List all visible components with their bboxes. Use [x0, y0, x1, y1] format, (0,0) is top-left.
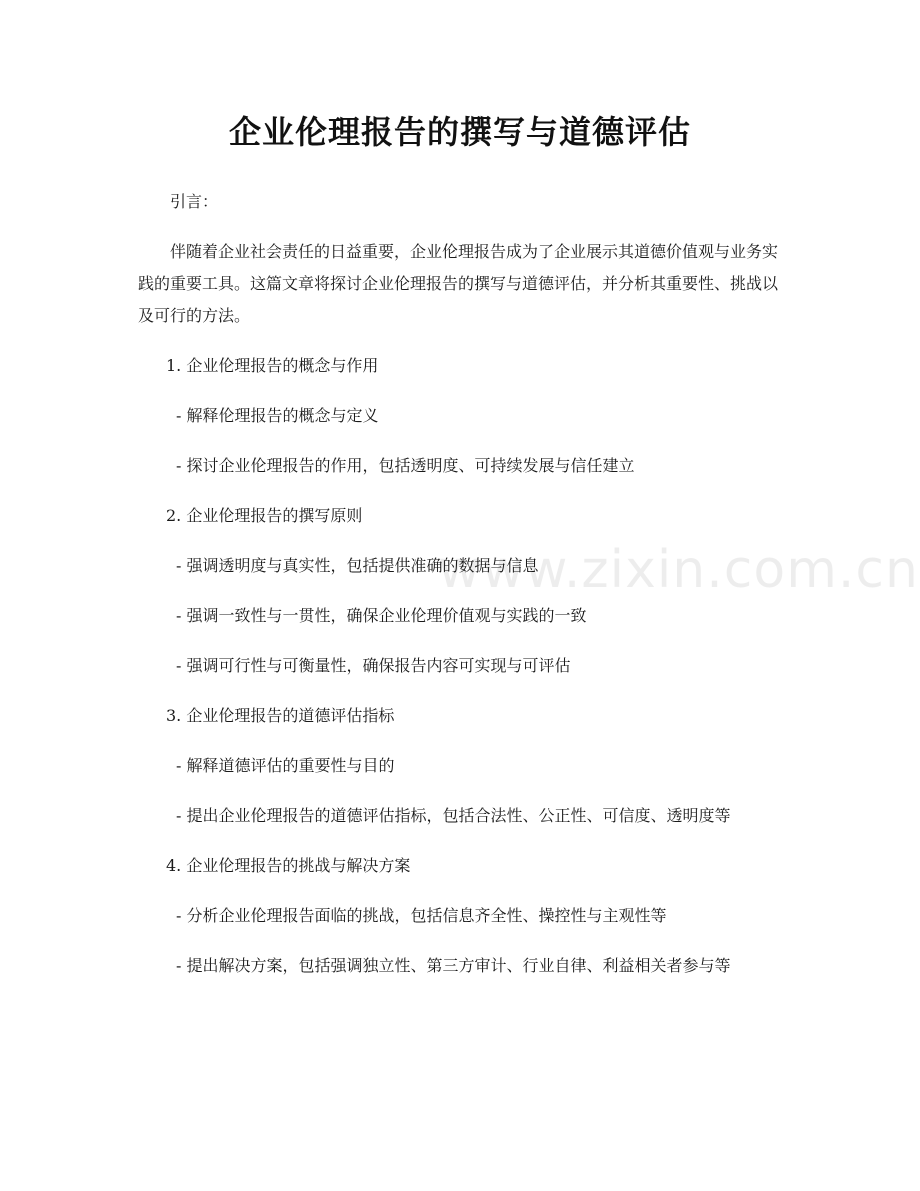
section-item: - 强调可行性与可衡量性，确保报告内容可实现与可评估: [176, 656, 571, 675]
watermark: www.zixin.com.cn: [438, 540, 919, 600]
section-item: - 解释伦理报告的概念与定义: [176, 406, 379, 425]
intro-label: 引言：: [170, 192, 219, 211]
section-item: - 提出解决方案，包括强调独立性、第三方审计、行业自律、利益相关者参与等: [176, 956, 731, 975]
section-item: - 解释道德评估的重要性与目的: [176, 756, 395, 775]
section-heading: 2. 企业伦理报告的撰写原则: [166, 506, 363, 525]
section-item: - 探讨企业伦理报告的作用，包括透明度、可持续发展与信任建立: [176, 456, 635, 475]
section-item: - 强调一致性与一贯性，确保企业伦理价值观与实践的一致: [176, 606, 587, 625]
section-item: - 分析企业伦理报告面临的挑战，包括信息齐全性、操控性与主观性等: [176, 906, 667, 925]
document-title: 企业伦理报告的撰写与道德评估: [228, 113, 691, 151]
section-heading: 1. 企业伦理报告的概念与作用: [166, 356, 379, 375]
document-body: [138, 186, 788, 1000]
section-heading: 3. 企业伦理报告的道德评估指标: [166, 706, 395, 725]
intro-paragraph: 伴随着企业社会责任的日益重要，企业伦理报告成为了企业展示其道德价值观与业务实践的重要工具。这篇文章将探讨企业伦理报告的撰写与道德评估，并分析其重要性、挑战以及可行的方法。: [138, 242, 779, 325]
section-item: - 提出企业伦理报告的道德评估指标，包括合法性、公正性、可信度、透明度等: [176, 806, 731, 825]
section-item: - 强调透明度与真实性，包括提供准确的数据与信息: [176, 556, 539, 575]
section-heading: 4. 企业伦理报告的挑战与解决方案: [166, 856, 411, 875]
